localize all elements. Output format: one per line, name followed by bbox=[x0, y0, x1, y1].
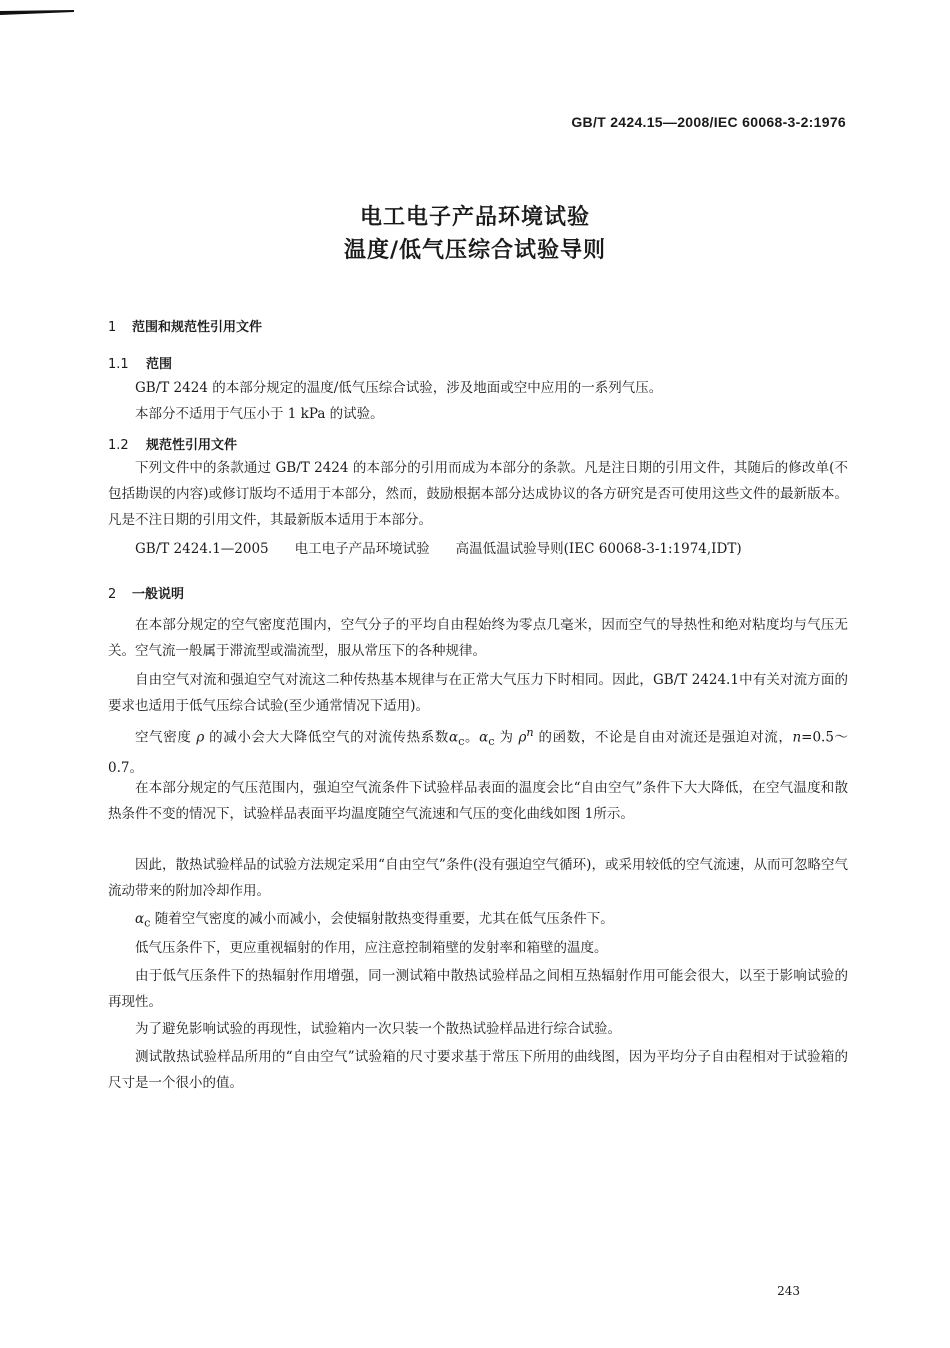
paragraph: 下列文件中的条款通过 GB/T 2424 的本部分的引用而成为本部分的条款。凡是注日期的引用文件，其随后的修改单(不包括勘误的内容)或修订版均不适用于本部分，然而，鼓励根据本部分达成协议的各方研究是否可使用这些文件的最新版本。凡是不注日期的引用文件，其最新版本适用于本部分。 bbox=[108, 460, 848, 528]
section-1-heading bbox=[108, 316, 262, 335]
paragraph: 因此，散热试验样品的试验方法规定采用“自由空气”条件(没有强迫空气循环)，或采用较低的空气流速，从而可忽略空气流动带来的附加冷却作用。 bbox=[108, 857, 848, 899]
paragraph: 自由空气对流和强迫空气对流这二种传热基本规律与在正常大气压力下时相同。因此，GB/T 2424.1中有关对流方面的要求也适用于低气压综合试验(至少通常情况下适用)。 bbox=[108, 672, 848, 714]
section-2-heading bbox=[108, 583, 184, 602]
section-title: 范围和规范性引用文件 bbox=[132, 320, 263, 335]
section-title: 规范性引用文件 bbox=[146, 438, 238, 453]
reference-description: 高温低温试验导则(IEC 60068-3-1:1974,IDT) bbox=[455, 541, 742, 557]
paragraph: 在本部分规定的气压范围内，强迫空气流条件下试验样品表面的温度会比“自由空气”条件下大大降低，在空气温度和散热条件不变的情况下，试验样品表面平均温度随空气流速和气压的变化曲线如图 1所示。 bbox=[108, 780, 848, 822]
paragraph: 由于低气压条件下的热辐射作用增强，同一测试箱中散热试验样品之间相互热辐射作用可能会很大，以至于影响试验的再现性。 bbox=[108, 968, 848, 1010]
section-number: 1.2 bbox=[108, 438, 129, 453]
section-title: 范围 bbox=[146, 357, 173, 372]
section-number: 1 bbox=[108, 320, 117, 335]
page-title-line1: 电工电子产品环境试验 bbox=[359, 205, 590, 230]
paragraph: 低气压条件下，更应重视辐射的作用，应注意控制箱壁的发射率和箱壁的温度。 bbox=[135, 940, 608, 956]
section-title: 一般说明 bbox=[132, 587, 185, 602]
scan-mark bbox=[0, 10, 74, 16]
paragraph: 为了避免影响试验的再现性，试验箱内一次只装一个散热试验样品进行综合试验。 bbox=[135, 1021, 621, 1037]
standard-number: GB/T 2424.15—2008/IEC 60068-3-2:1976 bbox=[571, 114, 846, 130]
paragraph: 本部分不适用于气压小于 1 kPa 的试验。 bbox=[135, 406, 384, 422]
paragraph-convection-coefficient: 空气密度 ρ 的减小会大大降低空气的对流传热系数$\alpha_c$。$\alpha_c$ 为 $\rho^n$ 的函数，不论是自由对流还是强迫对流，n=0.5～0.7。 bbox=[108, 726, 849, 777]
section-1-2-heading bbox=[108, 434, 237, 453]
section-1-1-heading bbox=[108, 353, 172, 372]
page-number: 243 bbox=[777, 1284, 800, 1298]
reference-code: GB/T 2424.1—2005 bbox=[135, 541, 269, 557]
page-title-line2: 温度/低气压综合试验导则 bbox=[343, 238, 607, 263]
section-number: 1.1 bbox=[108, 357, 129, 372]
reference-title: 电工电子产品环境试验 bbox=[294, 541, 430, 557]
paragraph: 测试散热试验样品所用的“自由空气”试验箱的尺寸要求基于常压下所用的曲线图，因为平均分子自由程相对于试验箱的尺寸是一个很小的值。 bbox=[108, 1049, 848, 1091]
paragraph: 在本部分规定的空气密度范围内，空气分子的平均自由程始终为零点几毫米，因而空气的导热性和绝对粘度均与气压无关。空气流一般属于滞流型或湍流型，服从常压下的各种规律。 bbox=[108, 617, 848, 659]
section-number: 2 bbox=[108, 587, 117, 602]
paragraph: GB/T 2424 的本部分规定的温度/低气压综合试验，涉及地面或空中应用的一系列气压。 bbox=[135, 380, 663, 396]
normative-reference bbox=[135, 537, 768, 557]
paragraph-radiation: $\alpha_c$ 随着空气密度的减小而减小，会使辐射散热变得重要，尤其在低气压条件下。 bbox=[135, 911, 614, 930]
